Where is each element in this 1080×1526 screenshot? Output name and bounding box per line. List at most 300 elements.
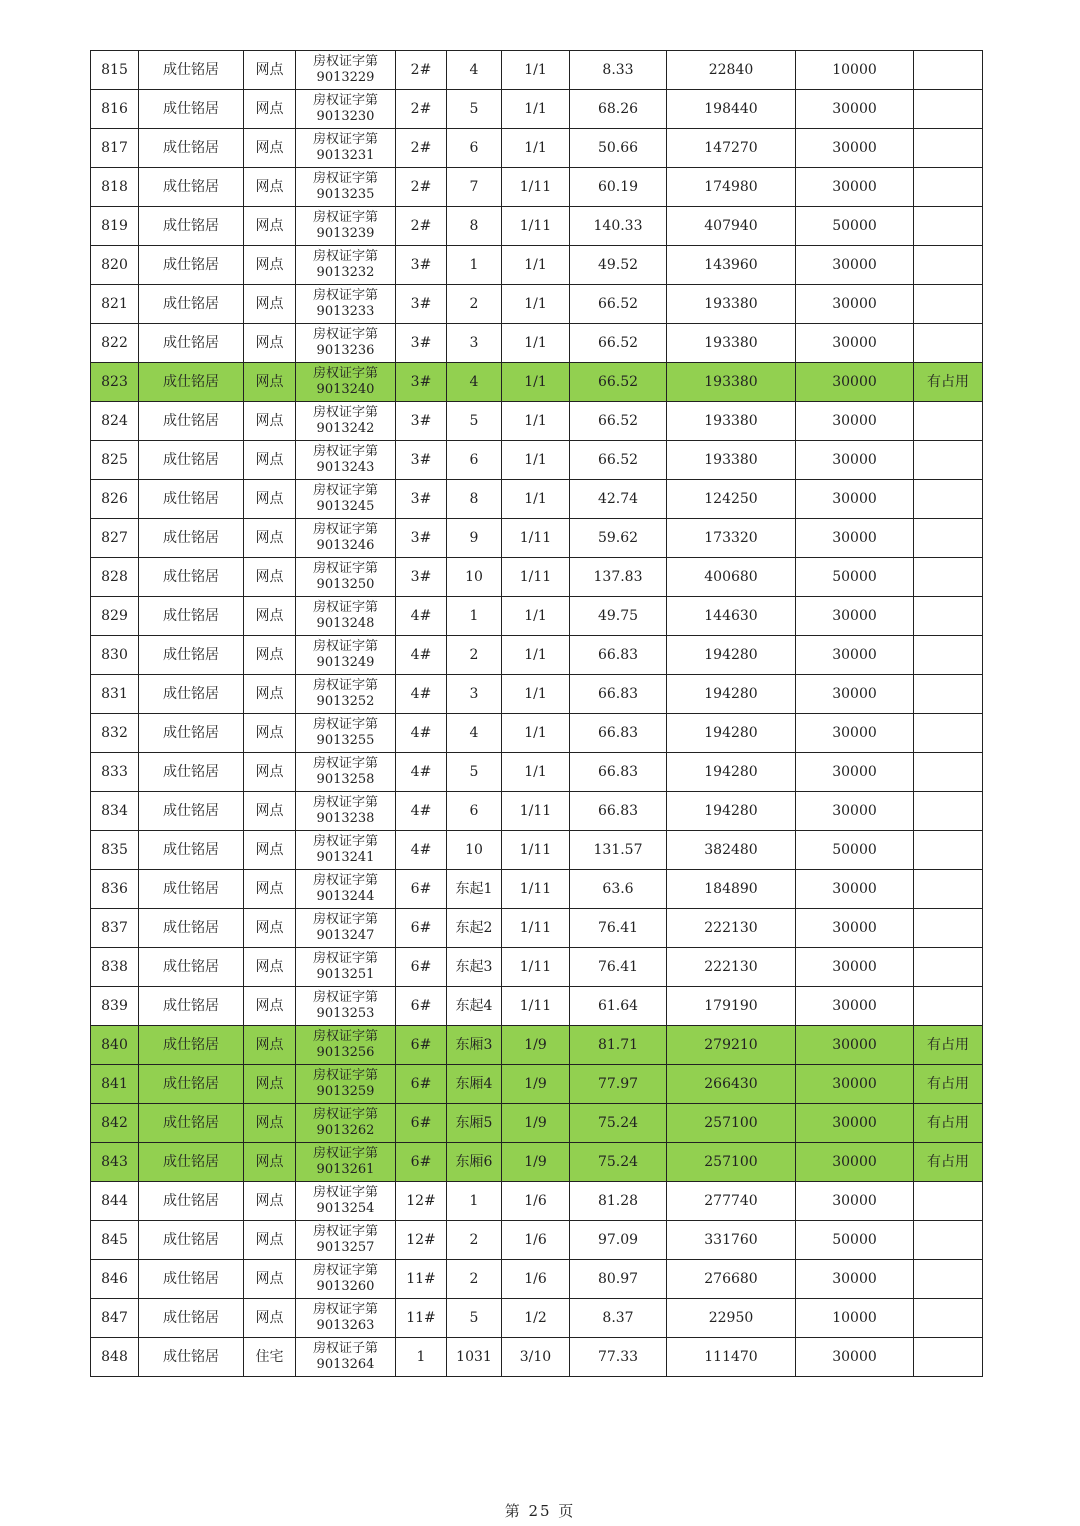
property-type-cell: 网点: [244, 792, 296, 831]
floor-cell: 1/9: [502, 1026, 570, 1065]
price-cell: 193380: [667, 402, 796, 441]
room-cell: 6: [447, 792, 502, 831]
note-cell: [914, 285, 983, 324]
certificate-number: 9013261: [316, 1162, 375, 1177]
table-row: [91, 441, 983, 480]
room-cell: 10: [447, 831, 502, 870]
certificate-number: 9013264: [316, 1357, 375, 1372]
deposit-cell: 30000: [796, 285, 914, 324]
room-cell: 2: [447, 1221, 502, 1260]
project-name-cell: 成仕铭居: [139, 285, 244, 324]
area-cell: 76.41: [570, 909, 667, 948]
project-name-cell: 成仕铭居: [139, 870, 244, 909]
certificate-cell: [296, 1026, 396, 1065]
building-cell: 6#: [396, 1065, 447, 1104]
table-row: [91, 402, 983, 441]
certificate-prefix: 房权证字第: [312, 444, 378, 459]
room-cell: 6: [447, 441, 502, 480]
property-type-cell: 网点: [244, 1221, 296, 1260]
project-name-cell: 成仕铭居: [139, 1299, 244, 1338]
note-cell: [914, 246, 983, 285]
certificate-number: 9013244: [316, 889, 375, 904]
certificate-cell: [296, 987, 396, 1026]
floor-cell: 1/1: [502, 285, 570, 324]
area-cell: 66.52: [570, 363, 667, 402]
deposit-cell: 30000: [796, 597, 914, 636]
note-cell: [914, 597, 983, 636]
certificate-cell: [296, 558, 396, 597]
floor-cell: 1/11: [502, 909, 570, 948]
price-cell: 194280: [667, 753, 796, 792]
project-name-cell: 成仕铭居: [139, 1104, 244, 1143]
deposit-cell: 50000: [796, 831, 914, 870]
row-number-cell: 828: [91, 558, 139, 597]
room-cell: 8: [447, 207, 502, 246]
project-name-cell: 成仕铭居: [139, 792, 244, 831]
page-number: 第 25 页: [504, 1502, 576, 1520]
area-cell: 49.52: [570, 246, 667, 285]
property-type-cell: 网点: [244, 324, 296, 363]
certificate-prefix: 房权证子第: [312, 1341, 378, 1356]
area-cell: 66.83: [570, 675, 667, 714]
note-cell: [914, 441, 983, 480]
note-cell: [914, 675, 983, 714]
row-number-cell: 839: [91, 987, 139, 1026]
certificate-prefix: 房权证字第: [312, 1068, 378, 1083]
certificate-cell: [296, 402, 396, 441]
area-cell: 50.66: [570, 129, 667, 168]
certificate-cell: [296, 597, 396, 636]
deposit-cell: 30000: [796, 1143, 914, 1182]
building-cell: 1: [396, 1338, 447, 1377]
row-number-cell: 823: [91, 363, 139, 402]
deposit-cell: 30000: [796, 1065, 914, 1104]
certificate-number: 9013254: [316, 1201, 375, 1216]
row-number-cell: 834: [91, 792, 139, 831]
area-cell: 49.75: [570, 597, 667, 636]
project-name-cell: 成仕铭居: [139, 90, 244, 129]
property-type-cell: 网点: [244, 909, 296, 948]
area-cell: 68.26: [570, 90, 667, 129]
price-cell: 257100: [667, 1104, 796, 1143]
area-cell: 59.62: [570, 519, 667, 558]
certificate-number: 9013263: [316, 1318, 375, 1333]
area-cell: 140.33: [570, 207, 667, 246]
note-cell: [914, 207, 983, 246]
price-cell: 22840: [667, 51, 796, 90]
price-cell: 222130: [667, 948, 796, 987]
certificate-number: 9013247: [316, 928, 375, 943]
row-number-cell: 840: [91, 1026, 139, 1065]
floor-cell: 1/11: [502, 870, 570, 909]
certificate-number: 9013253: [316, 1006, 375, 1021]
certificate-cell: [296, 1182, 396, 1221]
price-cell: 144630: [667, 597, 796, 636]
table-row: [91, 1338, 983, 1377]
certificate-prefix: 房权证字第: [312, 1302, 378, 1317]
property-type-cell: 网点: [244, 402, 296, 441]
price-cell: 179190: [667, 987, 796, 1026]
property-type-cell: 网点: [244, 636, 296, 675]
area-cell: 75.24: [570, 1104, 667, 1143]
certificate-prefix: 房权证字第: [312, 795, 378, 810]
area-cell: 76.41: [570, 948, 667, 987]
floor-cell: 1/6: [502, 1182, 570, 1221]
note-cell: [914, 1221, 983, 1260]
note-cell: [914, 129, 983, 168]
note-cell: [914, 831, 983, 870]
room-cell: 4: [447, 714, 502, 753]
room-cell: 3: [447, 675, 502, 714]
table-row: [91, 714, 983, 753]
table-body: [91, 51, 983, 1377]
row-number-cell: 848: [91, 1338, 139, 1377]
table-row: [91, 1299, 983, 1338]
property-type-cell: 网点: [244, 207, 296, 246]
note-cell: [914, 480, 983, 519]
floor-cell: 1/1: [502, 480, 570, 519]
certificate-prefix: 房权证字第: [312, 600, 378, 615]
row-number-cell: 846: [91, 1260, 139, 1299]
row-number-cell: 835: [91, 831, 139, 870]
floor-cell: 1/1: [502, 714, 570, 753]
building-cell: 2#: [396, 129, 447, 168]
room-cell: 8: [447, 480, 502, 519]
price-cell: 173320: [667, 519, 796, 558]
area-cell: 81.71: [570, 1026, 667, 1065]
property-type-cell: 网点: [244, 870, 296, 909]
area-cell: 137.83: [570, 558, 667, 597]
project-name-cell: 成仕铭居: [139, 246, 244, 285]
certificate-number: 9013245: [316, 499, 375, 514]
area-cell: 60.19: [570, 168, 667, 207]
floor-cell: 1/1: [502, 129, 570, 168]
certificate-prefix: 房权证字第: [312, 639, 378, 654]
property-type-cell: 网点: [244, 1260, 296, 1299]
row-number-cell: 826: [91, 480, 139, 519]
certificate-number: 9013248: [316, 616, 375, 631]
property-type-cell: 网点: [244, 831, 296, 870]
certificate-prefix: 房权证字第: [312, 483, 378, 498]
price-cell: 111470: [667, 1338, 796, 1377]
certificate-cell: [296, 441, 396, 480]
price-cell: 276680: [667, 1260, 796, 1299]
certificate-cell: [296, 1338, 396, 1377]
note-cell: [914, 51, 983, 90]
row-number-cell: 833: [91, 753, 139, 792]
floor-cell: 1/9: [502, 1143, 570, 1182]
table-row: [91, 831, 983, 870]
area-cell: 131.57: [570, 831, 667, 870]
certificate-prefix: 房权证字第: [312, 1185, 378, 1200]
certificate-number: 9013235: [316, 187, 375, 202]
certificate-number: 9013250: [316, 577, 375, 592]
note-cell: [914, 870, 983, 909]
project-name-cell: 成仕铭居: [139, 1065, 244, 1104]
floor-cell: 1/9: [502, 1104, 570, 1143]
row-number-cell: 827: [91, 519, 139, 558]
table-row: [91, 90, 983, 129]
floor-cell: 1/1: [502, 636, 570, 675]
certificate-number: 9013252: [316, 694, 375, 709]
project-name-cell: 成仕铭居: [139, 597, 244, 636]
building-cell: 4#: [396, 675, 447, 714]
deposit-cell: 30000: [796, 90, 914, 129]
building-cell: 3#: [396, 324, 447, 363]
room-cell: 1031: [447, 1338, 502, 1377]
certificate-prefix: 房权证字第: [312, 249, 378, 264]
project-name-cell: 成仕铭居: [139, 168, 244, 207]
note-cell: [914, 636, 983, 675]
floor-cell: 1/1: [502, 363, 570, 402]
project-name-cell: 成仕铭居: [139, 1182, 244, 1221]
floor-cell: 1/2: [502, 1299, 570, 1338]
certificate-prefix: 房权证字第: [312, 1224, 378, 1239]
price-cell: 257100: [667, 1143, 796, 1182]
deposit-cell: 30000: [796, 870, 914, 909]
certificate-cell: [296, 1299, 396, 1338]
table-row: [91, 324, 983, 363]
certificate-cell: [296, 207, 396, 246]
room-cell: 东起1: [447, 870, 502, 909]
room-cell: 东起2: [447, 909, 502, 948]
note-cell: [914, 1299, 983, 1338]
price-cell: 143960: [667, 246, 796, 285]
price-cell: 147270: [667, 129, 796, 168]
project-name-cell: 成仕铭居: [139, 909, 244, 948]
area-cell: 66.83: [570, 753, 667, 792]
table-row: [91, 51, 983, 90]
note-cell: [914, 168, 983, 207]
room-cell: 4: [447, 51, 502, 90]
deposit-cell: 50000: [796, 207, 914, 246]
price-cell: 174980: [667, 168, 796, 207]
note-cell: [914, 948, 983, 987]
building-cell: 4#: [396, 636, 447, 675]
certificate-prefix: 房权证字第: [312, 405, 378, 420]
deposit-cell: 30000: [796, 324, 914, 363]
note-cell: [914, 987, 983, 1026]
note-cell: [914, 1260, 983, 1299]
certificate-prefix: 房权证字第: [312, 1029, 378, 1044]
room-cell: 东厢5: [447, 1104, 502, 1143]
price-cell: 193380: [667, 285, 796, 324]
room-cell: 东厢6: [447, 1143, 502, 1182]
row-number-cell: 845: [91, 1221, 139, 1260]
floor-cell: 1/11: [502, 987, 570, 1026]
property-type-cell: 网点: [244, 90, 296, 129]
property-type-cell: 网点: [244, 519, 296, 558]
row-number-cell: 818: [91, 168, 139, 207]
certificate-prefix: 房权证字第: [312, 132, 378, 147]
note-cell: 有占用: [914, 1026, 983, 1065]
certificate-prefix: 房权证字第: [312, 522, 378, 537]
room-cell: 2: [447, 285, 502, 324]
row-number-cell: 831: [91, 675, 139, 714]
property-type-cell: 网点: [244, 285, 296, 324]
building-cell: 12#: [396, 1182, 447, 1221]
table-row: [91, 1065, 983, 1104]
price-cell: 194280: [667, 714, 796, 753]
row-number-cell: 829: [91, 597, 139, 636]
deposit-cell: 30000: [796, 909, 914, 948]
floor-cell: 1/1: [502, 324, 570, 363]
property-type-cell: 网点: [244, 129, 296, 168]
certificate-number: 9013258: [316, 772, 375, 787]
project-name-cell: 成仕铭居: [139, 402, 244, 441]
certificate-prefix: 房权证字第: [312, 717, 378, 732]
building-cell: 6#: [396, 1026, 447, 1065]
building-cell: 6#: [396, 987, 447, 1026]
table-row: [91, 1221, 983, 1260]
building-cell: 4#: [396, 753, 447, 792]
floor-cell: 1/1: [502, 441, 570, 480]
certificate-prefix: 房权证字第: [312, 756, 378, 771]
certificate-prefix: 房权证字第: [312, 951, 378, 966]
area-cell: 77.33: [570, 1338, 667, 1377]
certificate-cell: [296, 324, 396, 363]
project-name-cell: 成仕铭居: [139, 441, 244, 480]
project-name-cell: 成仕铭居: [139, 480, 244, 519]
certificate-cell: [296, 168, 396, 207]
price-cell: 193380: [667, 441, 796, 480]
certificate-prefix: 房权证字第: [312, 1263, 378, 1278]
certificate-number: 9013230: [316, 109, 375, 124]
area-cell: 66.52: [570, 285, 667, 324]
deposit-cell: 30000: [796, 1104, 914, 1143]
certificate-cell: [296, 636, 396, 675]
price-cell: 277740: [667, 1182, 796, 1221]
certificate-cell: [296, 1104, 396, 1143]
certificate-cell: [296, 480, 396, 519]
deposit-cell: 10000: [796, 51, 914, 90]
project-name-cell: 成仕铭居: [139, 831, 244, 870]
certificate-cell: [296, 519, 396, 558]
building-cell: 6#: [396, 948, 447, 987]
room-cell: 东起3: [447, 948, 502, 987]
floor-cell: 1/1: [502, 90, 570, 129]
certificate-number: 9013241: [316, 850, 375, 865]
room-cell: 5: [447, 1299, 502, 1338]
property-listing-table: [90, 50, 983, 1377]
property-type-cell: 网点: [244, 597, 296, 636]
price-cell: 222130: [667, 909, 796, 948]
row-number-cell: 815: [91, 51, 139, 90]
project-name-cell: 成仕铭居: [139, 519, 244, 558]
room-cell: 东厢3: [447, 1026, 502, 1065]
room-cell: 东厢4: [447, 1065, 502, 1104]
certificate-cell: [296, 909, 396, 948]
project-name-cell: 成仕铭居: [139, 1338, 244, 1377]
floor-cell: 1/11: [502, 168, 570, 207]
certificate-number: 9013232: [316, 265, 375, 280]
area-cell: 66.52: [570, 324, 667, 363]
building-cell: 2#: [396, 207, 447, 246]
room-cell: 4: [447, 363, 502, 402]
floor-cell: 1/11: [502, 558, 570, 597]
property-type-cell: 网点: [244, 168, 296, 207]
building-cell: 6#: [396, 1104, 447, 1143]
project-name-cell: 成仕铭居: [139, 558, 244, 597]
area-cell: 66.83: [570, 714, 667, 753]
project-name-cell: 成仕铭居: [139, 1143, 244, 1182]
room-cell: 10: [447, 558, 502, 597]
certificate-number: 9013259: [316, 1084, 375, 1099]
certificate-prefix: 房权证字第: [312, 93, 378, 108]
property-type-cell: 网点: [244, 948, 296, 987]
table-row: [91, 246, 983, 285]
note-cell: [914, 1338, 983, 1377]
price-cell: 194280: [667, 636, 796, 675]
project-name-cell: 成仕铭居: [139, 1221, 244, 1260]
room-cell: 5: [447, 90, 502, 129]
area-cell: 66.52: [570, 402, 667, 441]
table-row: [91, 909, 983, 948]
property-type-cell: 网点: [244, 246, 296, 285]
certificate-number: 9013242: [316, 421, 375, 436]
deposit-cell: 30000: [796, 441, 914, 480]
table-row: [91, 519, 983, 558]
building-cell: 4#: [396, 714, 447, 753]
row-number-cell: 837: [91, 909, 139, 948]
row-number-cell: 824: [91, 402, 139, 441]
property-type-cell: 网点: [244, 675, 296, 714]
floor-cell: 1/6: [502, 1221, 570, 1260]
table-row: [91, 207, 983, 246]
table-row: [91, 285, 983, 324]
floor-cell: 1/1: [502, 597, 570, 636]
room-cell: 东起4: [447, 987, 502, 1026]
project-name-cell: 成仕铭居: [139, 129, 244, 168]
deposit-cell: 30000: [796, 168, 914, 207]
deposit-cell: 30000: [796, 675, 914, 714]
table-row: [91, 480, 983, 519]
price-cell: 400680: [667, 558, 796, 597]
floor-cell: 1/1: [502, 753, 570, 792]
room-cell: 2: [447, 1260, 502, 1299]
deposit-cell: 30000: [796, 363, 914, 402]
area-cell: 75.24: [570, 1143, 667, 1182]
deposit-cell: 30000: [796, 402, 914, 441]
deposit-cell: 30000: [796, 480, 914, 519]
certificate-prefix: 房权证字第: [312, 1107, 378, 1122]
floor-cell: 3/10: [502, 1338, 570, 1377]
building-cell: 4#: [396, 597, 447, 636]
room-cell: 6: [447, 129, 502, 168]
deposit-cell: 30000: [796, 987, 914, 1026]
room-cell: 2: [447, 636, 502, 675]
certificate-number: 9013236: [316, 343, 375, 358]
table-row: [91, 948, 983, 987]
certificate-cell: [296, 753, 396, 792]
row-number-cell: 817: [91, 129, 139, 168]
property-type-cell: 网点: [244, 441, 296, 480]
deposit-cell: 30000: [796, 129, 914, 168]
deposit-cell: 30000: [796, 1026, 914, 1065]
property-type-cell: 网点: [244, 987, 296, 1026]
project-name-cell: 成仕铭居: [139, 987, 244, 1026]
project-name-cell: 成仕铭居: [139, 324, 244, 363]
property-type-cell: 网点: [244, 753, 296, 792]
building-cell: 2#: [396, 168, 447, 207]
certificate-prefix: 房权证字第: [312, 990, 378, 1005]
price-cell: 194280: [667, 792, 796, 831]
project-name-cell: 成仕铭居: [139, 207, 244, 246]
certificate-prefix: 房权证字第: [312, 288, 378, 303]
certificate-cell: [296, 90, 396, 129]
building-cell: 2#: [396, 90, 447, 129]
certificate-cell: [296, 948, 396, 987]
